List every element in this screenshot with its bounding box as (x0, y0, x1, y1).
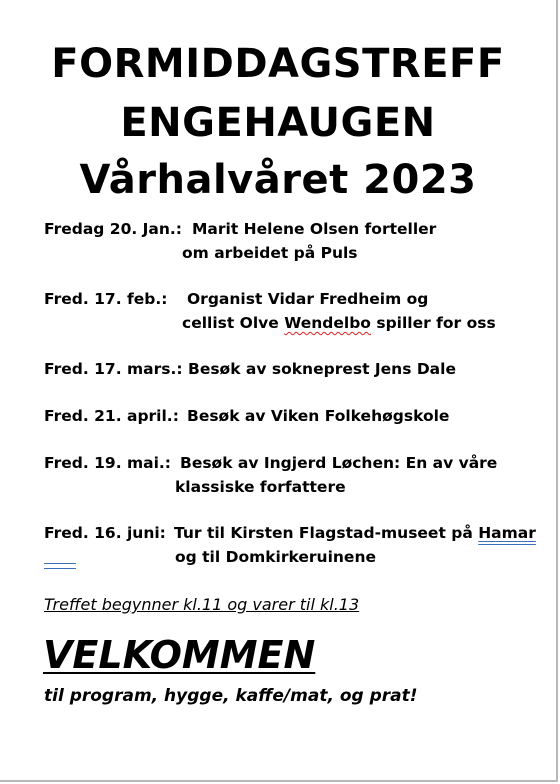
title-line-2: ENGEHAUGEN (120, 100, 436, 146)
event-2-date: Fred. 17. feb.: (44, 290, 168, 308)
title-line-3: Vårhalvåret 2023 (79, 157, 477, 203)
event-6-text-cont: og til Domkirkeruinene (175, 548, 376, 566)
spellcheck-word: Wendelbo (284, 314, 371, 332)
event-1-text: Marit Helene Olsen forteller (192, 220, 437, 238)
event-6-text (174, 526, 536, 542)
grammar-mark-word: Hamar (478, 524, 536, 542)
welcome-tagline: til program, hygge, kaffe/mat, og prat! (44, 686, 418, 706)
time-note: Treffet begynner kl.11 og varer til kl.13 (44, 595, 360, 614)
event-4-date: Fred. 21. april.: (44, 407, 179, 425)
event-6-date: Fred. 16. juni: (44, 524, 166, 542)
event-5-text-cont: klassiske forfattere (175, 478, 346, 496)
event-2-text-cont (182, 316, 496, 332)
event-3-date: Fred. 17. mars.: (44, 360, 183, 378)
event-2-text-part: cellist Olve (182, 314, 285, 332)
event-1-date: Fredag 20. Jan.: (44, 220, 183, 238)
event-5-date: Fred. 19. mai.: (44, 454, 171, 472)
event-2-text: Organist Vidar Fredheim og (187, 290, 429, 308)
event-5-text: Besøk av Ingjerd Løchen: En av våre (180, 454, 498, 472)
event-4-text: Besøk av Viken Folkehøgskole (187, 407, 450, 425)
event-1-text-cont: om arbeidet på Puls (182, 244, 358, 262)
grammar-mark-continuation (44, 563, 76, 569)
welcome-heading: VELKOMMEN (43, 633, 316, 677)
title-line-1: FORMIDDAGSTREFF (51, 41, 505, 87)
event-2-text-part: spiller for oss (370, 314, 496, 332)
event-6-text-part: Tur til Kirsten Flagstad-museet på (174, 524, 479, 542)
event-3-text: Besøk av sokneprest Jens Dale (188, 360, 456, 378)
